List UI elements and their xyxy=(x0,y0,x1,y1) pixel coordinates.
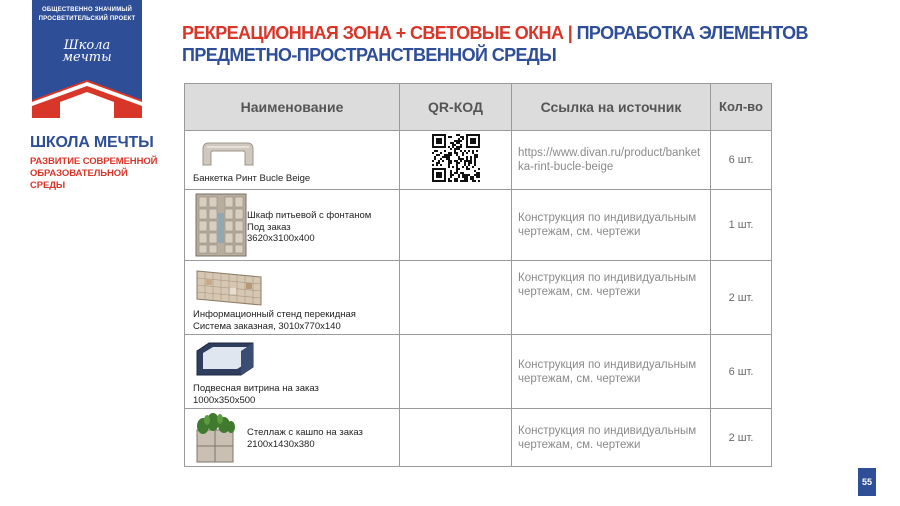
item-name-line: Шкаф питьевой с фонтаном xyxy=(247,210,372,221)
title-blue-part: ПРОРАБОТКА ЭЛЕМЕНТОВ ПРЕДМЕТНО-ПРОСТРАНСТВЕННОЙ СРЕДЫ xyxy=(182,23,808,65)
source-link[interactable]: Конструкция по индивидуальным чертежам, см. чертежи xyxy=(512,409,711,467)
header-qr: QR-КОД xyxy=(400,84,512,131)
brand-banner xyxy=(32,0,142,118)
item-name xyxy=(247,427,363,450)
brand-script-line2: мечты xyxy=(62,50,112,65)
table-header-row xyxy=(185,84,772,131)
item-name xyxy=(193,309,356,332)
item-name-line: Подвесная витрина на заказ xyxy=(193,383,319,394)
qty-cell: 6 шт. xyxy=(711,131,772,190)
table-row xyxy=(185,409,772,467)
qr-code-icon[interactable] xyxy=(432,134,480,182)
bench-icon xyxy=(199,139,257,169)
item-name xyxy=(247,210,371,245)
brand-script-line1: Школа xyxy=(63,38,111,53)
header-link: Ссылка на источник xyxy=(512,84,711,131)
qr-cell xyxy=(400,409,512,467)
item-name-line: 2100x1430x380 xyxy=(247,438,315,450)
table-row xyxy=(185,190,772,261)
qty-cell: 6 шт. xyxy=(711,335,772,409)
item-name-line: Система заказная, 3010x770x140 xyxy=(193,320,341,332)
qty-cell: 1 шт. xyxy=(711,190,772,261)
table-row xyxy=(185,131,772,190)
item-name-line: Стеллаж с кашпо на заказ xyxy=(247,427,363,438)
showcase-icon xyxy=(195,341,255,377)
name-cell xyxy=(185,190,400,261)
cabinet-icon xyxy=(195,193,247,257)
brand-panel xyxy=(0,0,160,506)
qr-cell xyxy=(400,131,512,190)
item-name: Банкетка Ринт Bucle Beige xyxy=(193,173,311,184)
header-qty: Кол-во xyxy=(711,84,772,131)
page-title xyxy=(182,22,882,66)
item-name-line: 1000x350x500 xyxy=(193,394,256,406)
brand-top-text: ОБЩЕСТВЕННО ЗНАЧИМЫЙ ПРОСВЕТИТЕЛЬСКИЙ ПРОЕКТ xyxy=(38,7,136,22)
item-name-line: Под заказ xyxy=(247,221,291,233)
item-name xyxy=(193,383,319,406)
planter-shelf-icon xyxy=(193,412,237,464)
name-cell xyxy=(185,335,400,409)
source-link[interactable]: Конструкция по индивидуальным чертежам, см. чертежи xyxy=(512,261,711,335)
brand-script-logo xyxy=(32,40,142,64)
title-red-part: РЕКРЕАЦИОННАЯ ЗОНА + СВЕТОВЫЕ ОКНА | xyxy=(182,23,573,43)
qty-cell: 2 шт. xyxy=(711,261,772,335)
source-link[interactable]: https://www.divan.ru/product/banketka-rint-bucle-beige xyxy=(512,131,711,190)
qr-cell xyxy=(400,261,512,335)
qr-cell xyxy=(400,335,512,409)
table-row xyxy=(185,335,772,409)
furniture-table xyxy=(184,83,772,467)
brand-subtitle: РАЗВИТИЕ СОВРЕМЕННОЙ ОБРАЗОВАТЕЛЬНОЙ СРЕДЫ xyxy=(30,156,158,191)
house-logo-icon xyxy=(32,72,142,118)
brand-title: ШКОЛА МЕЧТЫ xyxy=(30,134,154,151)
page-number: 55 xyxy=(858,468,876,496)
qty-cell: 2 шт. xyxy=(711,409,772,467)
item-name-line: 3620x3100x400 xyxy=(247,233,315,244)
item-name-line: Информационный стенд перекидная xyxy=(193,309,356,320)
table-row xyxy=(185,261,772,335)
info-stand-icon xyxy=(195,267,263,307)
name-cell xyxy=(185,131,400,190)
source-link[interactable]: Конструкция по индивидуальным чертежам, см. чертежи xyxy=(512,335,711,409)
qr-cell xyxy=(400,190,512,261)
name-cell xyxy=(185,261,400,335)
source-link[interactable]: Конструкция по индивидуальным чертежам, см. чертежи xyxy=(512,190,711,261)
header-name: Наименование xyxy=(185,84,400,131)
name-cell xyxy=(185,409,400,467)
